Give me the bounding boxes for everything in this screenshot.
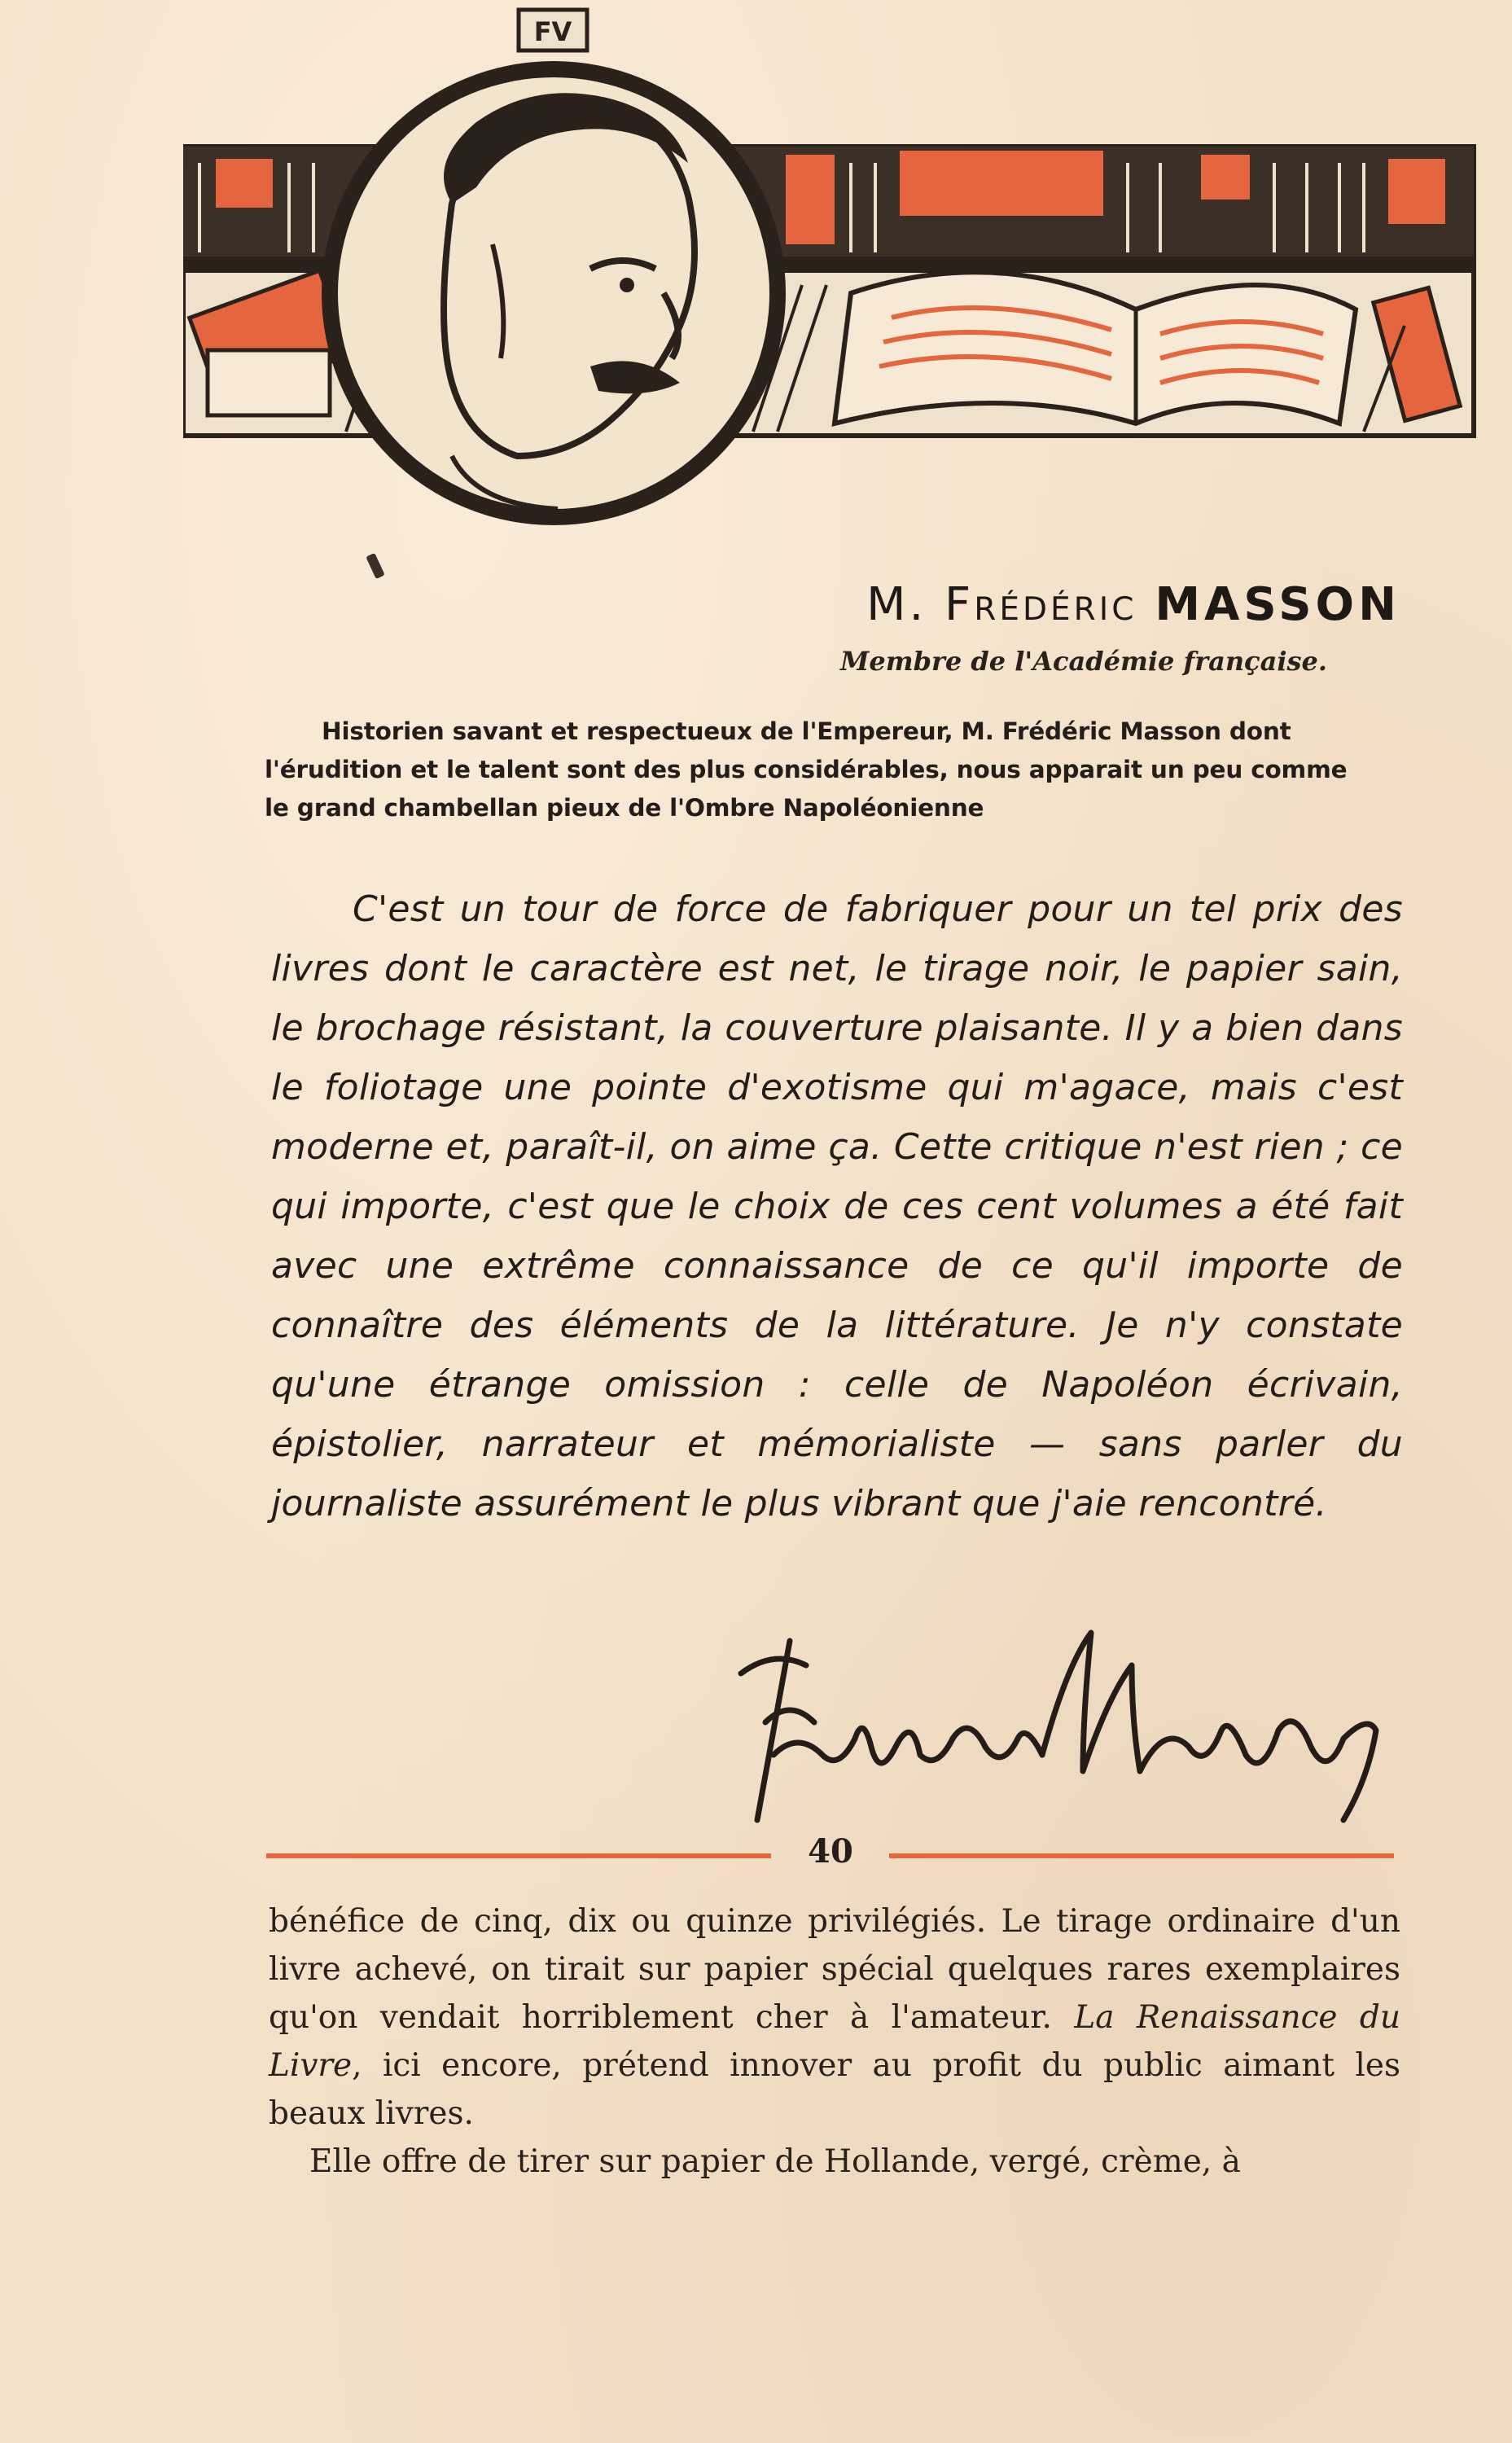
divider-rule-right [889,1853,1394,1858]
header-illustration [183,0,1478,546]
intro-paragraph [265,713,1400,827]
title-surname: MASSON [1155,578,1400,631]
title-block [269,578,1400,677]
page-number: 40 [808,1832,853,1871]
body-text-run: bénéfice de cinq, dix ou quinze privilégiés. Le tirage ordinaire d'un livre achevé, on tirait sur papier spécial quelques rares exemplaires qu'on vendait horriblement cher à l'amateur. [269,1903,1400,2036]
body-text [269,1897,1400,2186]
quote-text: C'est un tour de force de fabriquer pour un tel prix des livres dont le caractère est net, le tirage noir, le papier sain, le brochage résistant, la couverture plaisante. Il y a bien dans le foliotage une pointe d'exotisme qui m'agace, mais c'est moderne et, paraît-il, on aime ça. Cette critique n'est rien ; ce qui importe, c'est que le choix de ces cent volumes a été fait avec une extrême connaissance de ce qu'il importe de connaître des éléments de la littérature. Je n'y constate qu'une étrange omission : celle de Napoléon écrivain, épistolier, narrateur et mémorialiste — sans parler du journaliste assurément le plus vibrant que j'aie rencontré. [271,888,1403,1524]
body-text-run: , ici encore, prétend innover au profit du public aimant les beaux livres. [269,2047,1400,2132]
publisher-name: La Renaissance du Livre [269,1999,1400,2084]
title-first-name: M. Frédéric [866,578,1137,631]
quote-block [271,879,1403,1533]
monogram-text: FV [533,16,572,47]
divider-rule-left [266,1853,771,1858]
stray-ink-mark [366,553,385,579]
page-subtitle: Membre de l'Académie française. [839,646,1327,677]
body-paragraph: Elle offre de tirer sur papier de Hollande, vergé, crème, à [309,2143,1241,2180]
intro-line: l'érudition et le talent sont des plus considérables, nous apparait un peu comme [265,756,1348,783]
signature [725,1616,1392,1836]
intro-line: le grand chambellan pieux de l'Ombre Napoléonienne [265,794,984,822]
page-title [269,578,1400,631]
body-paragraph [269,1897,1400,2138]
intro-line: Historien savant et respectueux de l'Empereur, M. Frédéric Masson dont [322,717,1291,745]
